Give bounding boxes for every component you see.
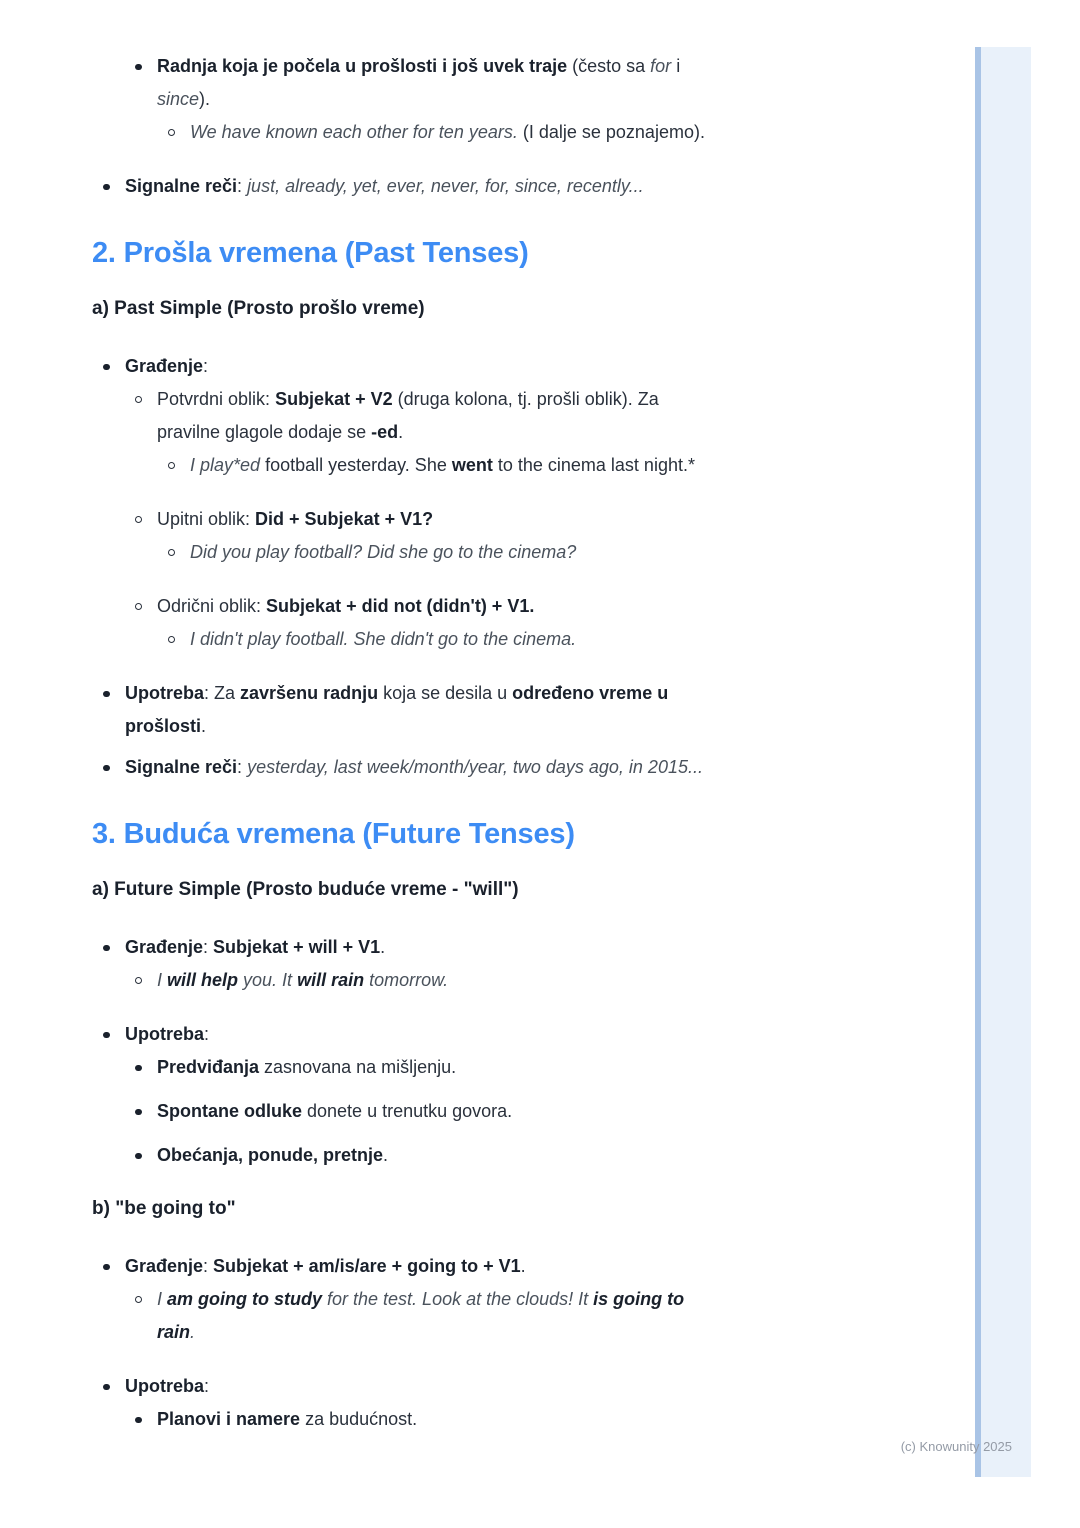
text-run: rain [157, 1322, 191, 1342]
list-item [92, 1051, 902, 1084]
list-item [92, 449, 902, 482]
list-item [92, 350, 902, 383]
disc-bullet-icon [103, 691, 110, 698]
text-run: : [237, 176, 248, 196]
text-run: football yesterday. She [260, 455, 452, 475]
disc-bullet-icon [103, 1384, 110, 1391]
text-line [157, 50, 902, 83]
disc-bullet-icon [135, 64, 142, 71]
circle-bullet-icon [135, 516, 142, 523]
subsection-heading [92, 877, 902, 903]
text-line [125, 1250, 902, 1283]
list-item [92, 503, 902, 536]
text-line [157, 1403, 902, 1436]
text-run: tomorrow. [364, 970, 449, 990]
text-line [92, 296, 902, 322]
list-item [92, 50, 902, 116]
text-line [125, 1370, 902, 1403]
list-item [92, 116, 902, 149]
text-run: Upotreba [125, 683, 205, 703]
disc-bullet-icon [103, 184, 110, 191]
text-run: went [451, 455, 493, 475]
text-run: . [201, 716, 207, 736]
text-run: Predviđanja [157, 1057, 260, 1077]
text-run: b) "be going to" [92, 1198, 236, 1219]
text-line [190, 449, 902, 482]
text-run: : Za [204, 683, 241, 703]
text-line [157, 964, 902, 997]
text-run: will help [167, 970, 239, 990]
text-line [125, 1018, 902, 1051]
disc-bullet-icon [103, 765, 110, 772]
text-line [125, 677, 902, 710]
text-run: : [203, 937, 214, 957]
text-run: for [650, 56, 672, 76]
text-run: is going to [593, 1289, 685, 1309]
text-run: Subjekat + V2 [275, 389, 393, 409]
list-item [92, 623, 902, 656]
text-line [157, 416, 902, 449]
list-item [92, 751, 902, 784]
text-run: . [398, 422, 404, 442]
subsection-heading [92, 296, 902, 322]
text-run: Did + Subjekat + V1? [255, 509, 434, 529]
text-run: a) Future Simple (Prosto buduće vreme - "will") [92, 879, 519, 900]
disc-bullet-icon [135, 1153, 142, 1160]
text-line [157, 1051, 902, 1084]
text-line [92, 234, 902, 272]
list-item [92, 931, 902, 964]
text-run: 2. Prošla vremena (Past Tenses) [92, 237, 529, 269]
text-run: We have known each other for ten years. [190, 122, 518, 142]
text-line [157, 83, 902, 116]
text-run: Upotreba [125, 1024, 205, 1044]
text-run: Did you play football? Did she go to the cinema? [190, 542, 577, 562]
text-line [157, 503, 902, 536]
text-line [125, 350, 902, 383]
text-run: will rain [297, 970, 365, 990]
text-run: Građenje [125, 356, 204, 376]
disc-bullet-icon [135, 1417, 142, 1424]
text-run: donete u trenutku govora. [302, 1101, 513, 1121]
text-run: for the test. Look at the clouds! It [322, 1289, 594, 1309]
text-run: 3. Buduća vremena (Future Tenses) [92, 818, 575, 850]
text-run: Potvrdni oblik: [157, 389, 276, 409]
circle-bullet-icon [168, 462, 175, 469]
text-run: za budućnost. [300, 1409, 418, 1429]
text-run: završenu radnju [240, 683, 379, 703]
text-run: Obećanja, ponude, pretnje [157, 1145, 384, 1165]
text-run: (često sa [567, 56, 651, 76]
text-run: ). [199, 89, 211, 109]
text-line [92, 815, 902, 853]
list-item [92, 1370, 902, 1403]
list-item [92, 383, 902, 449]
document-content [92, 0, 902, 1436]
text-run: I play*ed [190, 455, 261, 475]
text-run: yesterday, last week/month/year, two days ago, in 2015... [247, 757, 703, 777]
list-item [92, 1403, 902, 1436]
list-item [92, 1283, 902, 1349]
text-run: Signalne reči [125, 757, 238, 777]
text-run: I [157, 970, 168, 990]
text-line [157, 1139, 902, 1172]
side-stripe-fill [981, 47, 1031, 1477]
text-run: . [380, 937, 386, 957]
text-run: određeno vreme u [512, 683, 669, 703]
text-run: : [203, 1256, 214, 1276]
copyright-watermark: (c) Knowunity 2025 [900, 1439, 1012, 1454]
list-item [92, 1250, 902, 1283]
text-line [157, 383, 902, 416]
text-run: : [204, 1024, 210, 1044]
list-item [92, 590, 902, 623]
text-line [157, 1283, 902, 1316]
text-run: am going to study [167, 1289, 323, 1309]
text-run: pravilne glagole dodaje se [157, 422, 372, 442]
list-item [92, 170, 902, 203]
text-run: . [383, 1145, 389, 1165]
text-run: a) Past Simple (Prosto prošlo vreme) [92, 298, 425, 319]
list-item [92, 1018, 902, 1051]
text-run: Radnja koja je počela u prošlosti i još uvek traje [157, 56, 568, 76]
text-line [92, 1196, 902, 1222]
circle-bullet-icon [168, 549, 175, 556]
circle-bullet-icon [135, 977, 142, 984]
text-run: i [671, 56, 681, 76]
text-line [157, 590, 902, 623]
text-run: Građenje [125, 937, 204, 957]
text-line [125, 931, 902, 964]
section-heading [92, 234, 902, 272]
disc-bullet-icon [103, 1264, 110, 1271]
text-run: Građenje [125, 1256, 204, 1276]
circle-bullet-icon [135, 603, 142, 610]
disc-bullet-icon [103, 945, 110, 952]
circle-bullet-icon [135, 1296, 142, 1303]
text-line [190, 116, 902, 149]
text-run: koja se desila u [378, 683, 513, 703]
section-heading [92, 815, 902, 853]
list-item [92, 1095, 902, 1128]
text-line [157, 1316, 902, 1349]
circle-bullet-icon [168, 129, 175, 136]
text-run: (druga kolona, tj. prošli oblik). Za [392, 389, 659, 409]
text-run: Signalne reči [125, 176, 238, 196]
text-run: Planovi i namere [157, 1409, 301, 1429]
text-run: just, already, yet, ever, never, for, since, recently... [247, 176, 644, 196]
side-stripe-line [975, 47, 981, 1477]
text-run: : [203, 356, 209, 376]
text-run: Subjekat + am/is/are + going to + V1 [213, 1256, 521, 1276]
text-run: (I dalje se poznajemo). [517, 122, 705, 142]
circle-bullet-icon [135, 396, 142, 403]
text-line [190, 536, 902, 569]
text-run: Odrični oblik: [157, 596, 267, 616]
text-run: I [157, 1289, 168, 1309]
disc-bullet-icon [135, 1065, 142, 1072]
text-run: to the cinema last night.* [492, 455, 695, 475]
list-item [92, 964, 902, 997]
text-run: zasnovana na mišljenju. [259, 1057, 457, 1077]
disc-bullet-icon [103, 364, 110, 371]
disc-bullet-icon [135, 1109, 142, 1116]
circle-bullet-icon [168, 636, 175, 643]
text-run: -ed [371, 422, 399, 442]
text-run: prošlosti [125, 716, 202, 736]
text-run: Upotreba [125, 1376, 205, 1396]
list-item [92, 536, 902, 569]
text-run: : [204, 1376, 210, 1396]
text-run: : [237, 757, 248, 777]
list-item [92, 677, 902, 743]
text-line [157, 1095, 902, 1128]
text-run: Spontane odluke [157, 1101, 303, 1121]
text-line [92, 877, 902, 903]
subsection-heading [92, 1196, 902, 1222]
text-run: since [157, 89, 200, 109]
text-run: Upitni oblik: [157, 509, 256, 529]
list-item [92, 1139, 902, 1172]
text-run: you. It [238, 970, 298, 990]
text-run: I didn't play football. She didn't go to the cinema. [190, 629, 577, 649]
text-run: . [190, 1322, 196, 1342]
text-line [190, 623, 902, 656]
disc-bullet-icon [103, 1032, 110, 1039]
text-line [125, 710, 902, 743]
text-run: Subjekat + did not (didn't) + V1. [266, 596, 535, 616]
text-run: Subjekat + will + V1 [213, 937, 381, 957]
text-line [125, 751, 902, 784]
text-line [125, 170, 902, 203]
text-run: . [520, 1256, 526, 1276]
